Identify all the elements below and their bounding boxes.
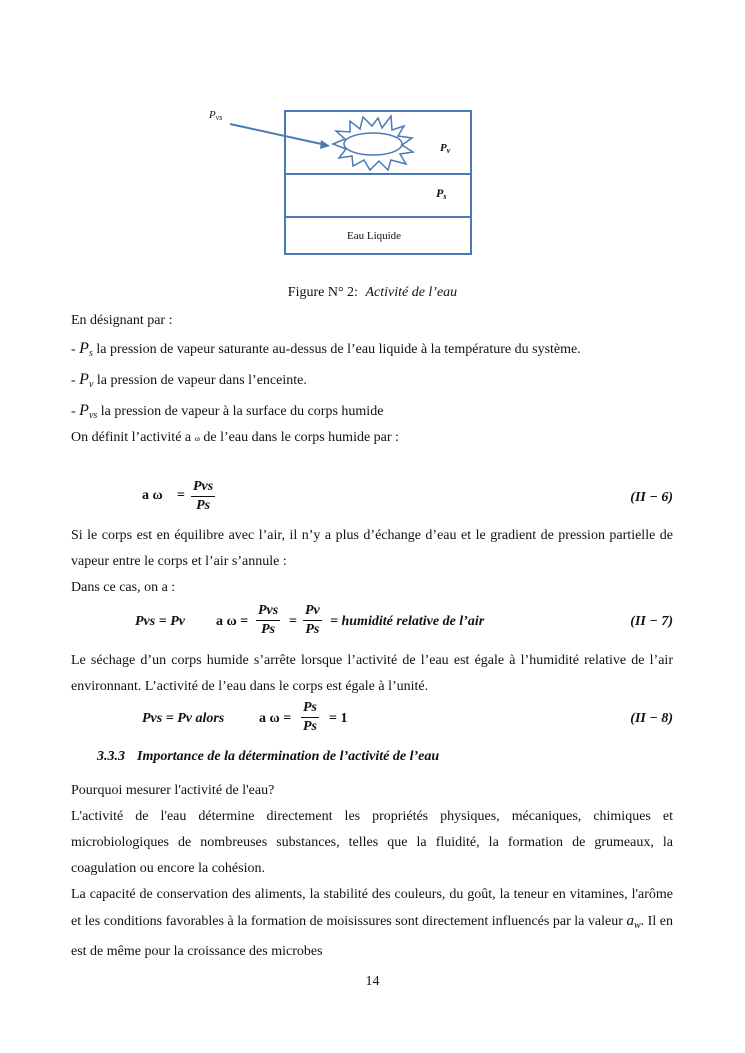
eq8-rhs: = 1 [329,711,348,726]
eq6-lhs: a ω [142,488,163,503]
eq7-part1: Pvs = Pv [135,614,185,629]
label-pv [440,142,450,155]
symbol-w-sub: w [633,920,641,931]
eq7-fraction-2 [303,602,322,639]
conservation-after: . Il en est de même pour la croissance des microbes [71,914,673,959]
section-title: Importance de la détermination de l’activité de l’eau [137,749,440,764]
para-properties: L'activité de l'eau détermine directement les propriétés physiques, mécaniques, chimiques et microbiologiques de nombreuses substances, telles que la fluidité, la formation de grumeaux, la coagulation ou encore la cohésion. [71,809,673,876]
intro-text: En désignant par : [71,313,173,328]
dash: - [71,342,80,357]
section-heading [97,749,439,765]
symbol-p: P [79,402,89,419]
symbol-sub: v [88,379,94,390]
definition-text: la pression de vapeur à la surface du corps humide [97,404,384,419]
label-pvs-main: P [209,109,216,121]
figure-caption [0,285,745,301]
eq8-part1: Pvs = Pv alors [142,711,225,726]
label-ps-sub: s [443,192,447,201]
humid-body-burst [333,116,413,170]
section-number: 3.3.3 [97,749,125,764]
eq7-denominator-1: Ps [261,622,276,637]
dans-ce-cas: Dans ce cas, on a : [71,580,176,595]
label-pv-sub: v [446,146,451,155]
eq7-number: (II − 7) [630,614,673,629]
eq8-lhs: a ω = [259,711,292,726]
para-equilibrium: Si le corps est en équilibre avec l’air, il n’y a plus d’échange d’eau et le gradient de pression partielle de vapeur entre le corps et l’air s’annule : [71,528,673,569]
figure-diagram [200,104,490,264]
activity-def-before: On définit l’activité a [71,430,195,445]
label-pvs-sub: vs [215,113,223,122]
symbol-sub: vs [88,410,98,421]
eq7-equals: = [289,614,297,629]
eq6-denominator: Ps [196,498,211,513]
humid-body-ellipse [344,133,402,155]
definition-ps [71,336,673,367]
pvs-arrow [230,124,326,145]
symbol-p: P [79,371,89,388]
activity-definition [71,425,673,452]
eq7-numerator-2: Pv [303,602,322,621]
definition-text: la pression de vapeur dans l’enceinte. [93,373,307,388]
eq7-rhs: = humidité relative de l’air [330,614,485,629]
eq8-number: (II − 8) [630,711,673,726]
figure-activite-eau [200,104,490,264]
definition-text: la pression de vapeur saturante au-dessus de l’eau liquide à la température du système. [92,342,581,357]
label-eau-liquide: Eau Liquide [347,230,402,242]
label-ps-main: P [436,186,444,200]
para-sechage: Le séchage d’un corps humide s’arrête lorsque l’activité de l’eau est égale à l’humidité relative de l’air environnant. L’activité de l’eau dans le corps est égale à l’unité. [71,653,673,694]
caption-prefix: Figure N° 2: [287,285,358,300]
question-text: Pourquoi mesurer l'activité de l'eau? [71,783,275,798]
label-pvs [209,109,222,122]
symbol-a: a [626,913,634,929]
omega-subscript: ω [194,434,200,443]
eq8-denominator: Ps [303,719,317,734]
eq7-lhs: a ω = [216,614,249,629]
eq6-number: (II − 6) [630,490,673,505]
definition-pv [71,367,673,398]
label-ps [436,186,446,201]
eq8-numerator: Ps [301,699,319,718]
eq6-numerator: Pvs [191,478,215,497]
symbol-sub: s [88,348,93,359]
symbol-p: P [79,340,89,357]
eq8-fraction [301,699,319,736]
eq6-equals: = [177,488,185,503]
activity-def-after: de l’eau dans le corps humide par : [199,430,399,445]
eq7-fraction-1 [256,602,280,639]
eq6-fraction [191,478,215,515]
label-pv-main: P [440,142,447,154]
conservation-text: La capacité de conservation des aliments, la stabilité des couleurs, du goût, la teneur en vitamines, l'arôme et les conditions favorables à la formation de moisissures sont directement influencés par la valeur [71,887,673,929]
para-conservation [71,882,673,965]
caption-title: Activité de l’eau [365,285,458,300]
pvs-arrowhead [320,140,330,149]
dash: - [71,373,80,388]
eq7-numerator-1: Pvs [256,602,280,621]
dash: - [71,404,80,419]
eq7-denominator-2: Ps [305,622,320,637]
page-number: 14 [365,974,380,989]
